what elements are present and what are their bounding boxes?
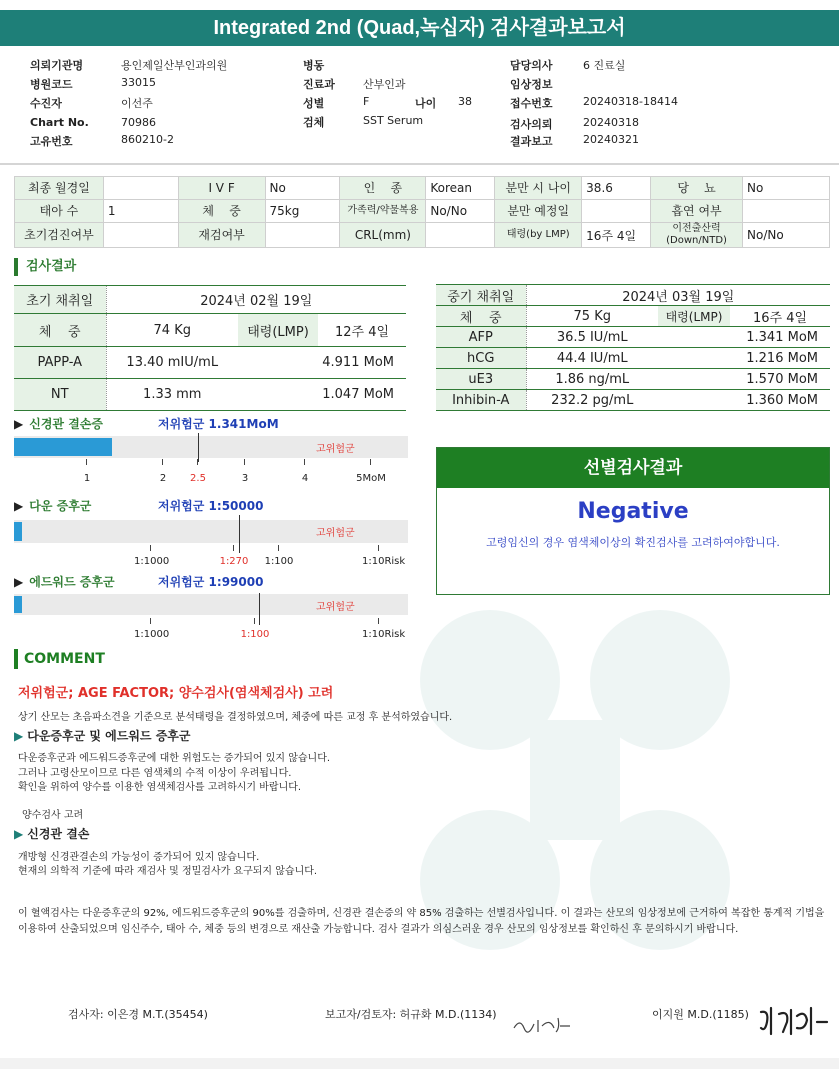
info-label: 최종 월경일 — [15, 177, 104, 200]
risk-bar-fill — [14, 596, 22, 613]
axis-tick-label: 1:1000 — [134, 629, 170, 640]
risk-heading — [14, 415, 103, 432]
risk-heading — [14, 573, 115, 590]
screening-title: 선별검사결과 — [437, 448, 829, 488]
info-value: No/No — [743, 223, 830, 248]
info-label: 재검여부 — [178, 223, 265, 248]
comment-sub-down: ▶ 다운증후군 및 에드워드 증후군 — [14, 729, 191, 743]
info-value: No — [743, 177, 830, 200]
axis-tick-label: 1:1000 — [134, 556, 170, 567]
info-value: Korean — [426, 177, 495, 200]
info-value — [426, 223, 495, 248]
code-value: 33015 — [121, 76, 156, 89]
info-label: CRL(mm) — [340, 223, 426, 248]
arrow-right-icon: ▶ — [14, 827, 24, 841]
mid-row-name: Inhibin-A — [436, 390, 526, 411]
early-weight-label: 체 중 — [14, 314, 106, 347]
screening-note: 고령임신의 경우 염색체이상의 확진검사를 고려하여야합니다. — [486, 536, 780, 549]
axis-tick-label: 1:100 — [240, 629, 270, 640]
reviewer-signature-line: 보고자/검토자: 허규화 M.D.(1134) — [325, 1008, 497, 1021]
info-value — [743, 200, 830, 223]
sample-value: SST Serum — [363, 114, 424, 127]
axis-tick-label: 2 — [159, 473, 167, 484]
info-label: 태아 수 — [15, 200, 104, 223]
axis-tick-label: 1:10Risk — [362, 629, 406, 640]
info-label: 분만 시 나이 — [495, 177, 582, 200]
comment-line: 현재의 의학적 기준에 따라 재검사 및 정밀검사가 요구되지 않습니다. — [18, 866, 318, 877]
report-title: Integrated 2nd (Quad,녹십자) 검사결과보고서 — [0, 10, 839, 46]
arrow-right-icon: ▶ — [14, 499, 24, 513]
axis-tick — [370, 459, 371, 465]
axis-tick — [86, 459, 87, 465]
age-label: 나이 — [415, 97, 437, 110]
risk-name: 에드워드 증후군 — [29, 575, 115, 589]
org-value: 용인제일산부인과의원 — [121, 59, 228, 72]
info-row — [15, 177, 830, 200]
early-results-table — [14, 285, 406, 411]
axis-tick — [304, 459, 305, 465]
early-ga-label: 태령(LMP) — [238, 314, 318, 347]
md-handwritten-signature — [757, 1004, 829, 1042]
early-row-mom: 4.911 MoM — [238, 347, 406, 379]
disclaimer-text: 이 혈액검사는 다운증후군의 92%, 에드워드증후군의 90%를 검출하며, 신경관 결손증의 약 85% 검출하는 선별검사입니다. 이 결과는 산모의 임상정보에 근거하여 복잡한 통계적 기법을 이용하여 산출되었으며 임신주수, 태아 수, 체중 등의 변경으로 재산출 가능합니다. 검사 결과가 의심스러운 경우 산모의 임상정보를 확인하신 후 문의하시기 바랍니다. — [18, 908, 825, 935]
mid-result-row — [436, 369, 830, 390]
header-divider — [0, 163, 839, 165]
info-value: 16주 4일 — [582, 223, 651, 248]
risk-bar-fill — [14, 438, 112, 456]
comment-sub-ntd: ▶ 신경관 결손 — [14, 827, 90, 841]
watermark-logo — [330, 560, 830, 1040]
axis-tick — [150, 545, 151, 551]
comment-line: 그러나 고령산모이므로 다른 염색체의 수적 이상이 우려됩니다. — [18, 768, 292, 779]
id-label: 고유번호 — [30, 135, 73, 148]
doctor-label: 담당의사 — [510, 59, 553, 72]
info-label: 태령(by LMP) — [495, 223, 582, 248]
mid-ga-value: 16주 4일 — [730, 306, 830, 327]
patient-value: 이선주 — [121, 97, 153, 110]
info-label: I V F — [178, 177, 265, 200]
info-row — [15, 200, 830, 223]
mid-row-mom: 1.341 MoM — [658, 327, 830, 348]
dept-label: 진료과 — [303, 78, 335, 91]
dept-value: 산부인과 — [363, 78, 406, 91]
axis-tick — [197, 459, 198, 465]
comment-line: 다운증후군과 에드워드증후군에 대한 위험도는 증가되어 있지 않습니다. — [18, 753, 331, 764]
axis-tick — [162, 459, 163, 465]
early-row-mom: 1.047 MoM — [238, 379, 406, 411]
arrow-right-icon: ▶ — [14, 417, 24, 431]
report-label: 결과보고 — [510, 135, 553, 148]
mid-result-row — [436, 348, 830, 369]
comment-line: 상기 산모는 초음파소견을 기준으로 분석태령을 결정하였으며, 체중에 따른 교정 후 분석하였습니다. — [18, 712, 453, 723]
cutoff-line — [239, 515, 240, 553]
info-value: 38.6 — [582, 177, 651, 200]
early-row-name: NT — [14, 379, 106, 411]
axis-tick-label: 2.5 — [190, 473, 206, 484]
early-date-label: 초기 채취일 — [14, 286, 106, 314]
sex-value: F — [363, 95, 370, 108]
mid-row-mom: 1.570 MoM — [658, 369, 830, 390]
axis-tick — [378, 618, 379, 624]
reviewer-handwritten-signature — [512, 1014, 572, 1040]
early-row-value: 13.40 mIU/mL — [106, 347, 238, 379]
info-label: 분만 예정일 — [495, 200, 582, 223]
axis-tick — [378, 545, 379, 551]
risk-name: 다운 증후군 — [29, 499, 92, 513]
chart-label: Chart No. — [30, 116, 89, 129]
mid-row-name: AFP — [436, 327, 526, 348]
comment-headline: 저위험군; AGE FACTOR; 양수검사(염색체검사) 고려 — [18, 686, 334, 701]
info-value — [265, 223, 340, 248]
info-row — [15, 223, 830, 248]
mid-result-row — [436, 327, 830, 348]
axis-tick — [150, 618, 151, 624]
cutoff-line — [259, 593, 260, 625]
info-label: 이전출산력 (Down/NTD) — [651, 223, 743, 248]
mid-weight-value: 75 Kg — [526, 306, 658, 327]
early-weight-value: 74 Kg — [106, 314, 238, 347]
info-label: 가족력/약물복용 — [340, 200, 426, 223]
info-value: No — [265, 177, 340, 200]
info-value: 1 — [103, 200, 178, 223]
axis-tick-label: 1:10Risk — [362, 556, 406, 567]
info-value — [103, 223, 178, 248]
comment-line: 개방형 신경관결손의 가능성이 증가되어 있지 않습니다. — [18, 852, 260, 863]
info-value: 75kg — [265, 200, 340, 223]
doctor-value: 6 진료실 — [583, 59, 626, 72]
arrow-right-icon: ▶ — [14, 729, 24, 743]
mid-row-mom: 1.216 MoM — [658, 348, 830, 369]
mid-weight-label: 체 중 — [436, 306, 526, 327]
request-value: 20240318 — [583, 116, 639, 129]
mid-date-label: 중기 채취일 — [436, 285, 526, 306]
axis-tick — [244, 459, 245, 465]
axis-tick-label: 3 — [241, 473, 249, 484]
risk-result: 저위험군 1:50000 — [158, 499, 264, 513]
risk-result: 저위험군 1.341MoM — [158, 417, 279, 431]
chart-value: 70986 — [121, 116, 156, 129]
patient-info-table — [14, 176, 830, 248]
info-label: 인 종 — [340, 177, 426, 200]
patient-label: 수진자 — [30, 97, 62, 110]
axis-tick — [233, 545, 234, 551]
mid-row-value: 36.5 IU/mL — [526, 327, 658, 348]
info-label: 당 뇨 — [651, 177, 743, 200]
risk-bar-fill — [14, 522, 22, 541]
sample-label: 검체 — [303, 116, 325, 129]
mid-row-value: 1.86 ng/mL — [526, 369, 658, 390]
axis-tick-label: 1:270 — [219, 556, 249, 567]
mid-results-table — [436, 284, 830, 411]
tester-signature-line: 검사자: 이은경 M.T.(35454) — [68, 1008, 208, 1021]
mid-row-value: 232.2 pg/mL — [526, 390, 658, 411]
md-signature-line: 이지원 M.D.(1185) — [652, 1008, 749, 1021]
screening-result-box — [436, 447, 830, 595]
info-label: 체 중 — [178, 200, 265, 223]
comment-title: COMMENT — [14, 649, 105, 669]
results-title: 검사결과 — [14, 258, 76, 276]
report-value: 20240321 — [583, 133, 639, 146]
mid-ga-label: 태령(LMP) — [658, 306, 730, 327]
axis-tick-label: 1:100 — [264, 556, 294, 567]
code-label: 병원코드 — [30, 78, 73, 91]
high-risk-label: 고위험군 — [316, 602, 355, 613]
comment-line: 확인을 위하여 양수를 이용한 염색체검사를 고려하시기 바랍니다. — [18, 782, 302, 793]
axis-tick-label: 4 — [301, 473, 309, 484]
receipt-label: 접수번호 — [510, 97, 553, 110]
mid-row-name: uE3 — [436, 369, 526, 390]
request-label: 검사의뢰 — [510, 118, 553, 131]
early-row-value: 1.33 mm — [106, 379, 238, 411]
receipt-value: 20240318-18414 — [583, 95, 678, 108]
screening-result: Negative — [577, 499, 689, 524]
arrow-right-icon: ▶ — [14, 575, 24, 589]
high-risk-label: 고위험군 — [316, 444, 355, 455]
ward-label: 병동 — [303, 59, 325, 72]
risk-result: 저위험군 1:99000 — [158, 575, 264, 589]
early-row-name: PAPP-A — [14, 347, 106, 379]
mid-row-value: 44.4 IU/mL — [526, 348, 658, 369]
age-value: 38 — [458, 95, 472, 108]
id-value: 860210-2 — [121, 133, 174, 146]
mid-row-mom: 1.360 MoM — [658, 390, 830, 411]
axis-tick — [278, 545, 279, 551]
axis-tick-label: 1 — [83, 473, 91, 484]
mid-row-name: hCG — [436, 348, 526, 369]
axis-tick — [254, 618, 255, 624]
comment-amnio: 양수검사 고려 — [22, 810, 84, 821]
info-label: 흡연 여부 — [651, 200, 743, 223]
info-label: 초기검진여부 — [15, 223, 104, 248]
risk-name: 신경관 결손증 — [29, 417, 103, 431]
mid-result-row — [436, 390, 830, 411]
axis-tick-label: 5MoM — [356, 473, 386, 484]
sex-label: 성별 — [303, 97, 325, 110]
mid-date-value: 2024년 03월 19일 — [526, 285, 830, 306]
info-value — [103, 177, 178, 200]
early-date-value: 2024년 02월 19일 — [106, 286, 406, 314]
org-label: 의뢰기관명 — [30, 59, 84, 72]
cutoff-line — [198, 433, 199, 462]
info-value: No/No — [426, 200, 495, 223]
clinical-label: 임상정보 — [510, 78, 553, 91]
info-value — [582, 200, 651, 223]
high-risk-label: 고위험군 — [316, 528, 355, 539]
risk-heading — [14, 497, 91, 514]
early-ga-value: 12주 4일 — [318, 314, 406, 347]
